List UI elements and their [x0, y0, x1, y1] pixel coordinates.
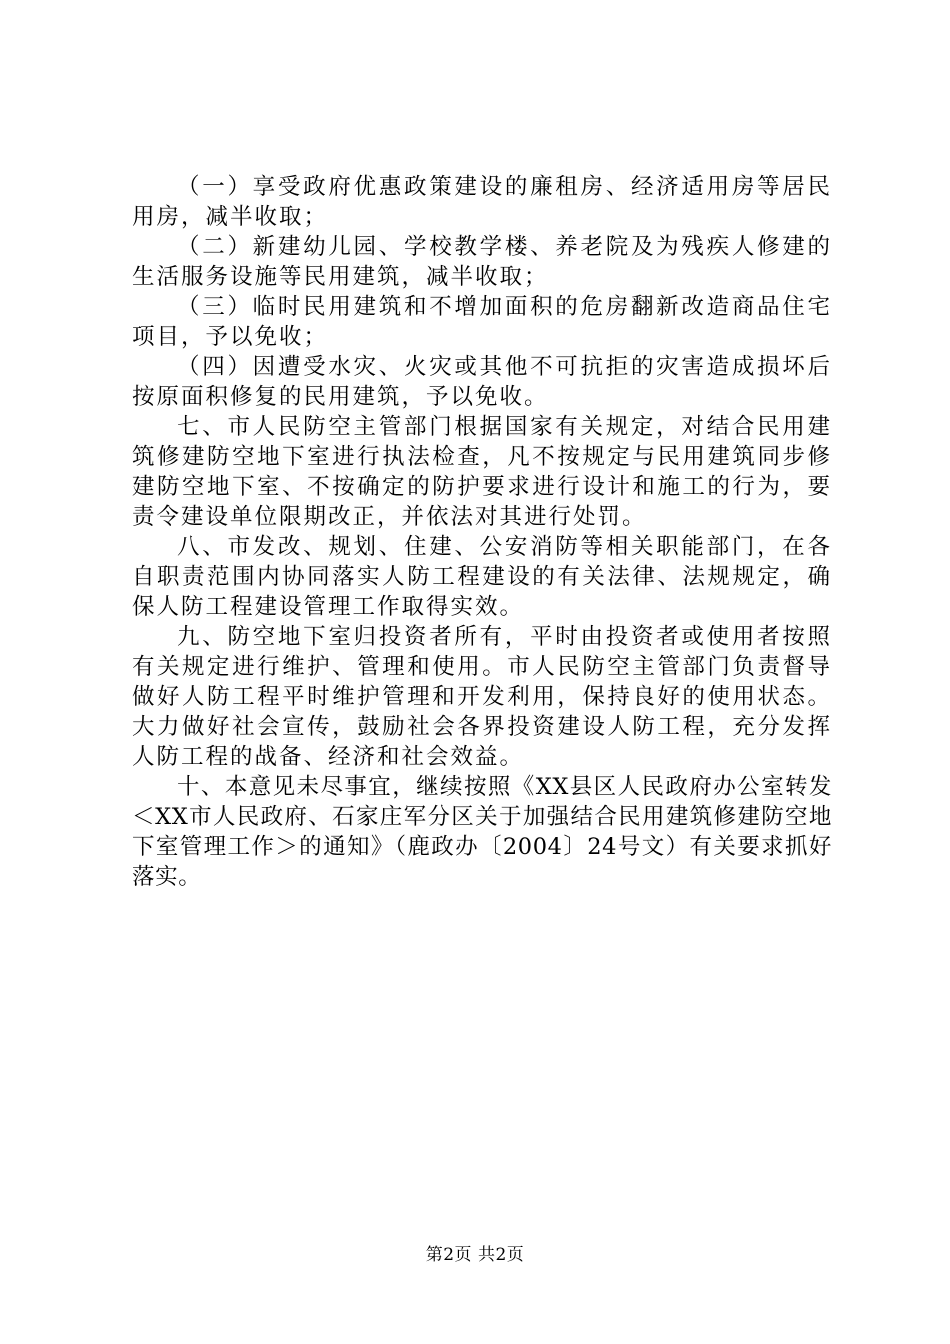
paragraph-section-10: 十、本意见未尽事宜，继续按照《XX县区人民政府办公室转发＜XX市人民政府、石家庄军分区关于加强结合民用建筑修建防空地下室管理工作＞的通知》（鹿政办〔2004〕24号文）有关要求抓好落实。	[132, 774, 832, 890]
paragraph-section-8: 八、市发改、规划、住建、公安消防等相关职能部门，在各自职责范围内协同落实人防工程建设的有关法律、法规规定，确保人防工程建设管理工作取得实效。	[132, 534, 832, 620]
document-body	[132, 172, 832, 892]
paragraph-section-7: 七、市人民防空主管部门根据国家有关规定，对结合民用建筑修建防空地下室进行执法检查，凡不按规定与民用建筑同步修建防空地下室、不按确定的防护要求进行设计和施工的行为，要责令建设单位限期改正，并依法对其进行处罚。	[132, 414, 832, 530]
paragraph-section-9: 九、防空地下室归投资者所有，平时由投资者或使用者按照有关规定进行维护、管理和使用。市人民防空主管部门负责督导做好人防工程平时维护管理和开发利用，保持良好的使用状态。大力做好社会宣传，鼓励社会各界投资建设人防工程，充分发挥人防工程的战备、经济和社会效益。	[132, 624, 832, 770]
page-number-footer: 第2页 共2页	[425, 1245, 525, 1265]
paragraph-item-1: （一）享受政府优惠政策建设的廉租房、经济适用房等居民用房，减半收取；	[132, 174, 832, 230]
paragraph-item-4: （四）因遭受水灾、火灾或其他不可抗拒的灾害造成损坏后按原面积修复的民用建筑，予以免收。	[132, 354, 832, 410]
paragraph-item-2: （二）新建幼儿园、学校教学楼、养老院及为残疾人修建的生活服务设施等民用建筑，减半收取；	[132, 234, 832, 290]
paragraph-item-3: （三）临时民用建筑和不增加面积的危房翻新改造商品住宅项目，予以免收；	[132, 294, 832, 350]
